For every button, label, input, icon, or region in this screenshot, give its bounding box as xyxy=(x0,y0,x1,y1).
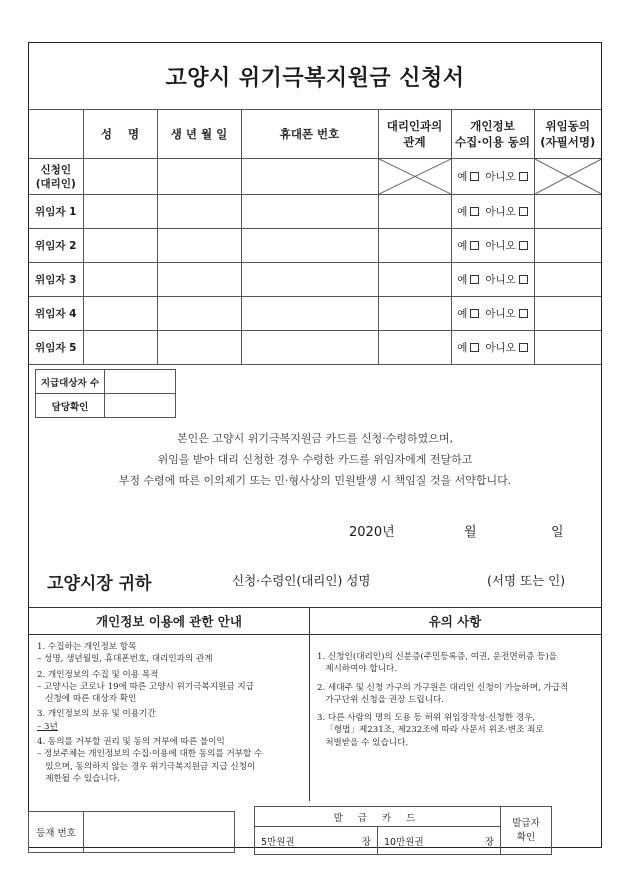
birth-field[interactable] xyxy=(157,195,241,229)
table-row-delegator-1 xyxy=(29,195,601,229)
name-field[interactable] xyxy=(83,297,157,331)
privacy-item: 4. 동의를 거부할 권리 및 동의 거부에 따른 불이익 xyxy=(37,737,225,748)
privacy-item: 3. 개인정보의 보유 및 이용기간 xyxy=(37,709,156,720)
recipients-label: 지급대상자 수 xyxy=(36,370,105,394)
consent-cell xyxy=(451,195,534,229)
privacy-item: – 3년 xyxy=(37,721,58,732)
name-field[interactable] xyxy=(83,195,157,229)
cautions-title: 유의 사항 xyxy=(309,608,601,635)
corner-cell xyxy=(29,110,83,159)
name-field[interactable] xyxy=(83,229,157,263)
phone-field[interactable] xyxy=(241,159,378,195)
signature-field[interactable] xyxy=(534,263,601,297)
table-row-delegator-3 xyxy=(29,263,601,297)
header-relation-line1: 대리인과의 xyxy=(386,119,443,133)
recipients-field[interactable] xyxy=(105,370,176,394)
addressee: 고양시장 귀하 xyxy=(47,574,152,594)
cross-out-mark xyxy=(379,159,451,194)
relation-field[interactable] xyxy=(378,297,451,331)
row-label: 위임자 1 xyxy=(29,195,83,229)
privacy-item: 1. 수집하는 개인정보 항목 xyxy=(37,642,137,652)
privacy-notice-body xyxy=(29,635,309,785)
row-label: 위임자 2 xyxy=(29,229,83,263)
header-privacy-line1: 개인정보 xyxy=(470,119,515,133)
table-header-row xyxy=(29,110,601,159)
consent-cell xyxy=(451,229,534,263)
name-field[interactable] xyxy=(83,331,157,365)
consent-no-checkbox[interactable] xyxy=(519,275,528,284)
privacy-notice xyxy=(29,608,310,801)
consent-no-checkbox[interactable] xyxy=(519,241,528,250)
row-label-line1: 신청인 xyxy=(40,163,71,176)
application-form xyxy=(28,42,602,848)
birth-field[interactable] xyxy=(157,331,241,365)
card-100k-field[interactable] xyxy=(378,827,501,855)
caution-item-1-line1: 1. 신청인(대리인)의 신분증(주민등록증, 여권, 운전면허증 등)을 xyxy=(317,652,557,662)
consent-no-checkbox[interactable] xyxy=(519,207,528,216)
header-relation-line2: 관계 xyxy=(403,135,426,149)
cautions xyxy=(309,608,601,801)
date-month: 월 xyxy=(464,525,477,540)
relation-crossed-out xyxy=(378,159,451,195)
caution-item-3-line2: 「형법」제231조, 제232조에 따라 사문서 위조·변조 죄로 xyxy=(317,725,544,736)
consent-cell xyxy=(451,297,534,331)
consent-yes-checkbox[interactable] xyxy=(470,172,479,181)
issuer-check-line2: 확인 xyxy=(516,831,536,843)
table-row-delegator-4 xyxy=(29,297,601,331)
birth-field[interactable] xyxy=(157,263,241,297)
relation-field[interactable] xyxy=(378,195,451,229)
applicant-table xyxy=(29,109,601,365)
name-field[interactable] xyxy=(83,159,157,195)
staff-check-label: 담당확인 xyxy=(36,394,105,418)
stats-table xyxy=(35,369,176,418)
header-relation xyxy=(378,110,451,159)
notice-section xyxy=(29,607,601,801)
issuer-check xyxy=(501,807,552,855)
issued-cards-table xyxy=(254,806,552,855)
consent-no-label: 아니오 xyxy=(485,342,516,354)
privacy-notice-title: 개인정보 이용에 관한 안내 xyxy=(29,608,309,635)
caution-item-1-line2: 제시하여야 합니다. xyxy=(317,664,398,675)
cautions-body xyxy=(309,635,601,749)
header-name: 성 명 xyxy=(83,110,157,159)
header-phone: 휴대폰 번호 xyxy=(241,110,378,159)
register-number-field[interactable] xyxy=(84,812,235,853)
declaration-line-1: 본인은 고양시 위기극복지원금 카드를 신청·수령하였으며, xyxy=(176,432,453,445)
staff-check-field[interactable] xyxy=(105,394,176,418)
card-100k-label: 10만원권 xyxy=(384,837,424,848)
consent-no-checkbox[interactable] xyxy=(519,172,528,181)
consent-yes-checkbox[interactable] xyxy=(470,275,479,284)
consent-cell xyxy=(451,263,534,297)
consent-yes-label: 예 xyxy=(457,308,468,320)
consent-yes-checkbox[interactable] xyxy=(470,207,479,216)
consent-yes-checkbox[interactable] xyxy=(470,241,479,250)
phone-field[interactable] xyxy=(241,263,378,297)
consent-no-label: 아니오 xyxy=(485,206,516,218)
register-table xyxy=(28,811,235,853)
signature-field[interactable] xyxy=(534,229,601,263)
issued-cards-header: 발 급 카 드 xyxy=(255,807,501,827)
header-delegation xyxy=(534,110,601,159)
declaration-line-3: 부정 수령에 따른 이의제기 또는 민·형사상의 민원발생 시 책임질 것을 서약합니다. xyxy=(118,474,512,487)
recipients-row xyxy=(36,370,176,394)
row-label-line2: (대리인) xyxy=(35,177,76,190)
consent-no-label: 아니오 xyxy=(485,171,516,183)
table-row-delegator-2 xyxy=(29,229,601,263)
birth-field[interactable] xyxy=(157,297,241,331)
relation-field[interactable] xyxy=(378,331,451,365)
row-label: 위임자 5 xyxy=(29,331,83,365)
caution-item-2-line2: 가구단위 신청을 권장 드립니다. xyxy=(317,694,445,705)
consent-no-label: 아니오 xyxy=(485,240,516,252)
privacy-item: 2. 개인정보의 수집 및 이용 목적 xyxy=(37,669,159,680)
phone-field[interactable] xyxy=(241,297,378,331)
card-50k-unit: 장 xyxy=(361,837,371,848)
signature-field[interactable] xyxy=(534,331,601,365)
consent-yes-checkbox[interactable] xyxy=(470,343,479,352)
issuer-check-line1: 발급자 xyxy=(512,817,540,829)
birth-field[interactable] xyxy=(157,229,241,263)
name-field[interactable] xyxy=(83,263,157,297)
applicant-name-label: 신청·수령인(대리인) 성명 xyxy=(232,573,371,588)
phone-field[interactable] xyxy=(241,229,378,263)
consent-cell xyxy=(451,331,534,365)
declaration-line-2: 위임을 받아 대리 신청한 경우 수령한 카드를 위임자에게 전달하고 xyxy=(157,453,473,466)
header-delegation-line2: (자필서명) xyxy=(540,135,596,149)
header-privacy-line2: 수집·이용 동의 xyxy=(454,135,531,149)
consent-yes-label: 예 xyxy=(457,274,468,286)
signature-field[interactable] xyxy=(534,297,601,331)
phone-field[interactable] xyxy=(241,195,378,229)
privacy-item: – 성명, 생년월일, 휴대폰번호, 대리인과의 관계 xyxy=(37,654,213,665)
privacy-item: – 고양시는 코로나 19에 따른 고양시 위기극복지원금 지급 xyxy=(37,681,254,692)
header-delegation-line1: 위임동의 xyxy=(545,119,590,133)
cross-out-mark xyxy=(535,159,602,194)
caution-item-3-line3: 처벌받을 수 있습니다. xyxy=(317,737,409,748)
consent-no-label: 아니오 xyxy=(485,308,516,320)
card-100k-unit: 장 xyxy=(484,837,494,848)
office-use-section xyxy=(28,806,600,854)
consent-no-label: 아니오 xyxy=(485,274,516,286)
consent-no-checkbox[interactable] xyxy=(519,309,528,318)
form-title: 고양시 위기극복지원금 신청서 xyxy=(29,43,601,110)
date-day: 일 xyxy=(551,525,564,540)
delegation-crossed-out xyxy=(534,159,601,195)
register-number-label: 등재 번호 xyxy=(29,812,84,853)
date-year: 2020년 xyxy=(349,525,395,540)
consent-yes-label: 예 xyxy=(457,171,468,183)
row-label: 위임자 3 xyxy=(29,263,83,297)
relation-field[interactable] xyxy=(378,263,451,297)
header-privacy xyxy=(451,110,534,159)
card-50k-label: 5만원권 xyxy=(261,837,295,848)
birth-field[interactable] xyxy=(157,159,241,195)
privacy-item: 신청에 따른 대상자 확인 xyxy=(37,694,137,705)
relation-field[interactable] xyxy=(378,229,451,263)
consent-yes-label: 예 xyxy=(457,342,468,354)
privacy-item: 제한될 수 있습니다. xyxy=(37,773,120,784)
consent-cell xyxy=(451,159,534,195)
privacy-item: – 정보주체는 개인정보의 수집·이용에 대한 동의를 거부할 수 xyxy=(37,749,263,760)
staff-check-row xyxy=(36,394,176,418)
caution-item-2-line1: 2. 세대주 및 신청 가구의 가구원은 대리인 신청이 가능하며, 가급적 xyxy=(317,682,569,693)
table-row-applicant xyxy=(29,159,601,195)
card-50k-field[interactable] xyxy=(255,827,378,855)
row-label: 위임자 4 xyxy=(29,297,83,331)
row-label xyxy=(29,159,83,195)
header-birth: 생 년 월 일 xyxy=(157,110,241,159)
consent-no-checkbox[interactable] xyxy=(519,343,528,352)
consent-yes-checkbox[interactable] xyxy=(470,309,479,318)
consent-yes-label: 예 xyxy=(457,206,468,218)
consent-yes-label: 예 xyxy=(457,240,468,252)
caution-item-3-line1: 3. 다른 사람의 명의 도용 등 허위 위임장작성·신청한 경우, xyxy=(317,713,536,724)
signature-hint: (서명 또는 인) xyxy=(487,573,566,588)
table-row-delegator-5 xyxy=(29,331,601,365)
privacy-item: 있으며, 동의하지 않는 경우 위기극복지원금 지급 신청이 xyxy=(37,761,256,772)
phone-field[interactable] xyxy=(241,331,378,365)
signature-field[interactable] xyxy=(534,195,601,229)
